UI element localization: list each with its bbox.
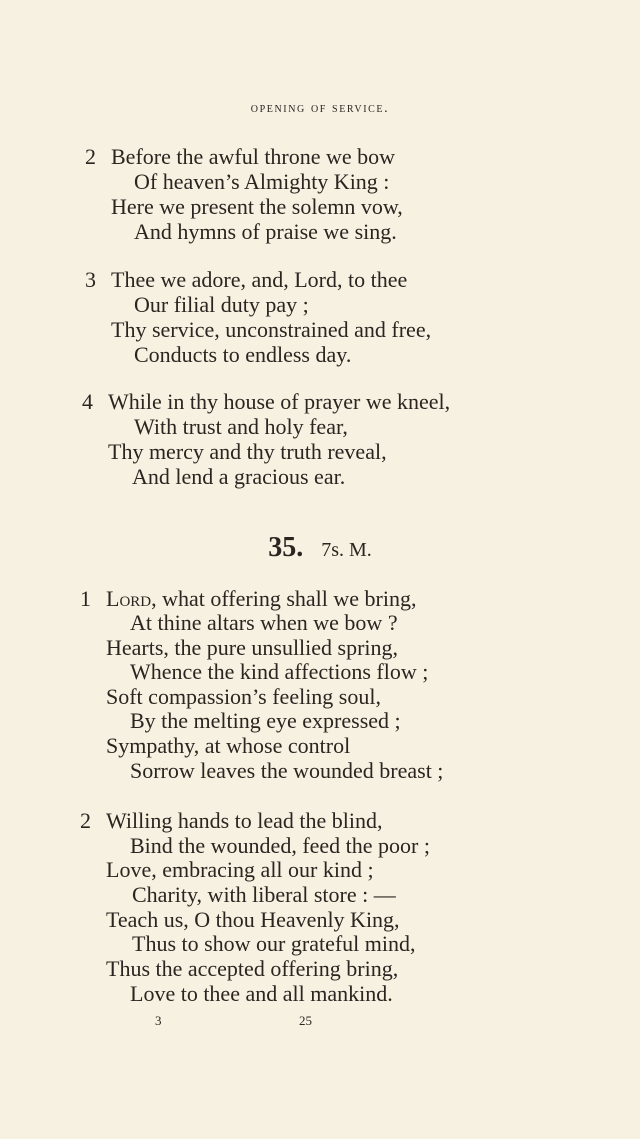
verse-line-rest: , what offering shall we bring, — [151, 586, 417, 611]
verse-line: Hearts, the pure unsullied spring, — [106, 635, 399, 660]
verse-line: Thy mercy and thy truth reveal, — [108, 439, 387, 464]
verse-line — [106, 587, 416, 611]
verse-line: Thy service, unconstrained and free, — [111, 317, 432, 342]
verse-line: Soft compassion’s feeling soul, — [106, 684, 381, 709]
signature-mark: 3 — [155, 1013, 162, 1028]
verse-line: With trust and holy fear, — [134, 414, 348, 439]
hymn-meter: 7s. M. — [321, 539, 372, 561]
verse-line: Before the awful throne we bow — [111, 144, 396, 169]
stanza-number: 3 — [85, 267, 96, 292]
page-number: 25 — [299, 1013, 312, 1028]
verse-line: Teach us, O thou Heavenly King, — [106, 907, 400, 932]
verse-line: Love to thee and all mankind. — [130, 981, 393, 1006]
verse-line: At thine altars when we bow ? — [130, 610, 398, 635]
verse-line: Our filial duty pay ; — [134, 292, 309, 317]
verse-line: Here we present the solemn vow, — [111, 194, 403, 219]
verse-line: Thus the accepted offering bring, — [106, 956, 399, 981]
verse-line: Whence the kind affections flow ; — [130, 659, 429, 684]
verse-line: Bind the wounded, feed the poor ; — [130, 833, 430, 858]
hymn-number: 35. — [268, 532, 304, 563]
verse-line: Charity, with liberal store : — — [132, 882, 396, 907]
running-head: opening of service. — [250, 101, 390, 116]
first-word: Lord — [106, 586, 152, 611]
verse-line: Willing hands to lead the blind, — [106, 808, 383, 833]
hymn-heading — [0, 532, 640, 564]
verse-line: Love, embracing all our kind ; — [106, 857, 374, 882]
verse-line: Of heaven’s Almighty King : — [134, 169, 390, 194]
verse-line: Conducts to endless day. — [134, 342, 352, 367]
verse-line: And lend a gracious ear. — [132, 464, 346, 489]
stanza-number: 1 — [80, 586, 91, 611]
verse-line: Thee we adore, and, Lord, to thee — [111, 267, 408, 292]
verse-line: Sympathy, at whose control — [106, 733, 351, 758]
stanza-number: 4 — [82, 389, 93, 414]
stanza-number: 2 — [85, 144, 96, 169]
stanza-number: 2 — [80, 808, 91, 833]
verse-line: By the melting eye expressed ; — [130, 708, 401, 733]
verse-line: While in thy house of prayer we kneel, — [108, 389, 451, 414]
verse-line: And hymns of praise we sing. — [134, 219, 397, 244]
verse-line: Thus to show our grateful mind, — [132, 931, 416, 956]
verse-line: Sorrow leaves the wounded breast ; — [130, 758, 444, 783]
